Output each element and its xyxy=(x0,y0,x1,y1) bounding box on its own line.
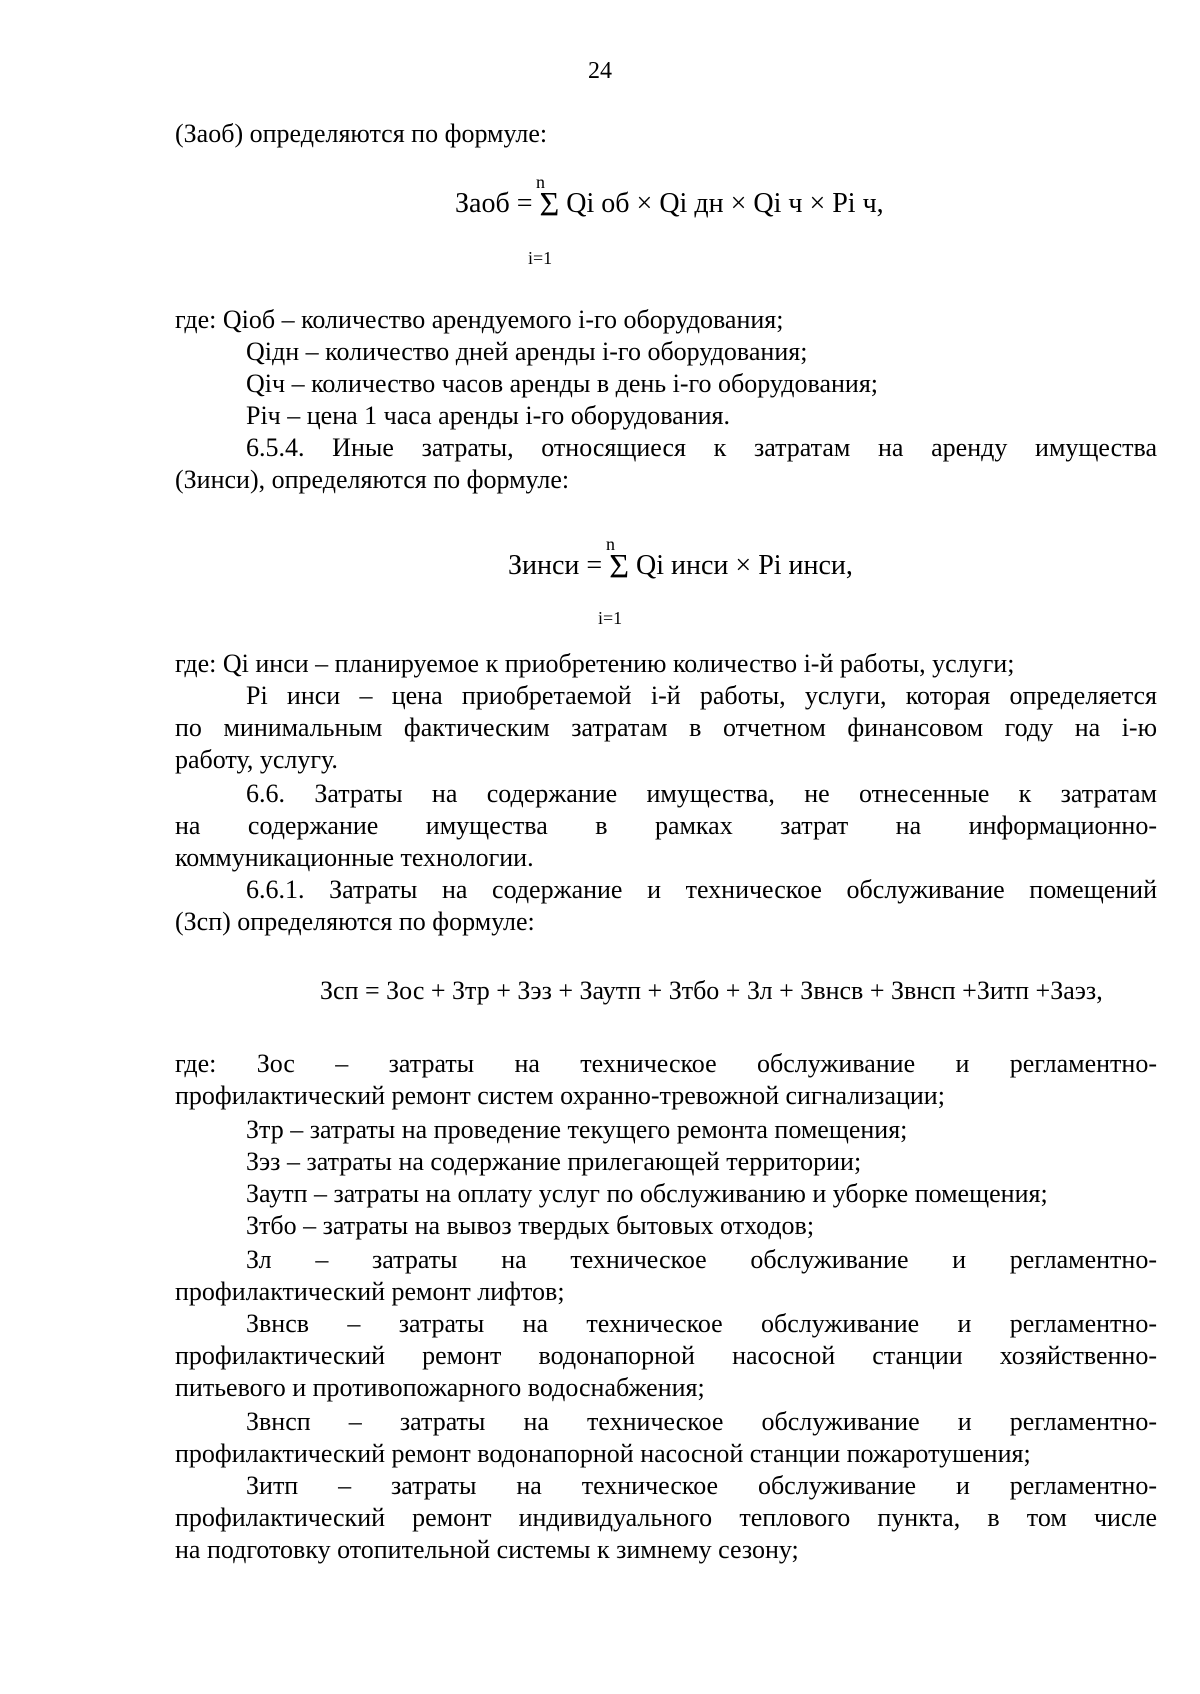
formula-body: Qi об × Qi дн × Qi ч × Pi ч, xyxy=(566,188,884,219)
formula-body: Qi инси × Pi инси, xyxy=(636,550,853,581)
text-line: Зл – затраты на техническое обслуживание и регламентно- xyxy=(246,1245,1157,1274)
sum-symbol: Σ xyxy=(609,548,630,585)
text-line: где: Qiоб – количество арендуемого i-го оборудования; xyxy=(175,305,784,334)
formula-lhs: Заоб xyxy=(455,188,510,219)
text-line: питьевого и противопожарного водоснабжения; xyxy=(175,1373,705,1402)
text-line: профилактический ремонт индивидуального теплового пункта, в том числе xyxy=(175,1503,1157,1532)
text-line: профилактический ремонт водонапорной насосной станции пожаротушения; xyxy=(175,1439,1031,1468)
text-line: Зтр – затраты на проведение текущего ремонта помещения; xyxy=(246,1115,908,1144)
text-line: профилактический ремонт систем охранно-тревожной сигнализации; xyxy=(175,1081,945,1110)
formula-zinsi: Зинси = Σ Qi инси × Pi инси, xyxy=(508,548,853,585)
formula-zsp: Зсп = Зос + Зтр + Зэз + Заутп + Зтбо + Зл + Звнсв + Звнсп +Зитп +Заэз, xyxy=(320,976,1103,1005)
formula-zaob: Заоб = Σ Qi об × Qi дн × Qi ч × Pi ч, xyxy=(455,186,884,223)
text-line: (Заоб) определяются по формуле: xyxy=(175,119,548,148)
text-line: (Зсп) определяются по формуле: xyxy=(175,907,535,936)
text-line: Qiдн – количество дней аренды i-го оборудования; xyxy=(246,337,808,366)
page-number: 24 xyxy=(588,58,612,84)
text-line: 6.5.4. Иные затраты, относящиеся к затратам на аренду имущества xyxy=(246,433,1157,462)
text-line: работу, услугу. xyxy=(175,745,338,774)
sum-lower-limit: i=1 xyxy=(598,608,623,628)
text-line: на содержание имущества в рамках затрат на информационно- xyxy=(175,811,1157,840)
text-line: Зэз – затраты на содержание прилегающей территории; xyxy=(246,1147,862,1176)
text-line: 6.6.1. Затраты на содержание и техническое обслуживание помещений xyxy=(246,875,1157,904)
formula-lhs: Зинси xyxy=(508,550,580,581)
text-line: (Зинси), определяются по формуле: xyxy=(175,465,570,494)
text-line: Звнсв – затраты на техническое обслуживание и регламентно- xyxy=(246,1309,1157,1338)
sum-upper-limit: n xyxy=(606,534,615,554)
sum-upper-limit: n xyxy=(536,172,545,192)
text-line: где: Qi инси – планируемое к приобретению количество i-й работы, услуги; xyxy=(175,649,1015,678)
text-line: Зитп – затраты на техническое обслуживание и регламентно- xyxy=(246,1471,1157,1500)
text-line: Зтбо – затраты на вывоз твердых бытовых отходов; xyxy=(246,1211,815,1240)
text-line: Звнсп – затраты на техническое обслуживание и регламентно- xyxy=(246,1407,1157,1436)
text-line: Заутп – затраты на оплату услуг по обслуживанию и уборке помещения; xyxy=(246,1179,1048,1208)
sum-lower-limit: i=1 xyxy=(528,248,553,268)
text-line: Qiч – количество часов аренды в день i-го оборудования; xyxy=(246,369,878,398)
text-line: 6.6. Затраты на содержание имущества, не отнесенные к затратам xyxy=(246,779,1157,808)
text-line: Pi инси – цена приобретаемой i-й работы, услуги, которая определяется xyxy=(246,681,1157,710)
text-line: коммуникационные технологии. xyxy=(175,843,534,872)
text-line: где: Зос – затраты на техническое обслуживание и регламентно- xyxy=(175,1049,1157,1078)
text-line: профилактический ремонт водонапорной насосной станции хозяйственно- xyxy=(175,1341,1157,1370)
text-line: по минимальным фактическим затратам в отчетном финансовом году на i-ю xyxy=(175,713,1157,742)
text-line: профилактический ремонт лифтов; xyxy=(175,1277,565,1306)
sum-symbol: Σ xyxy=(539,186,560,223)
text-line: на подготовку отопительной системы к зимнему сезону; xyxy=(175,1535,799,1564)
text-line: Piч – цена 1 часа аренды i-го оборудования. xyxy=(246,401,731,430)
